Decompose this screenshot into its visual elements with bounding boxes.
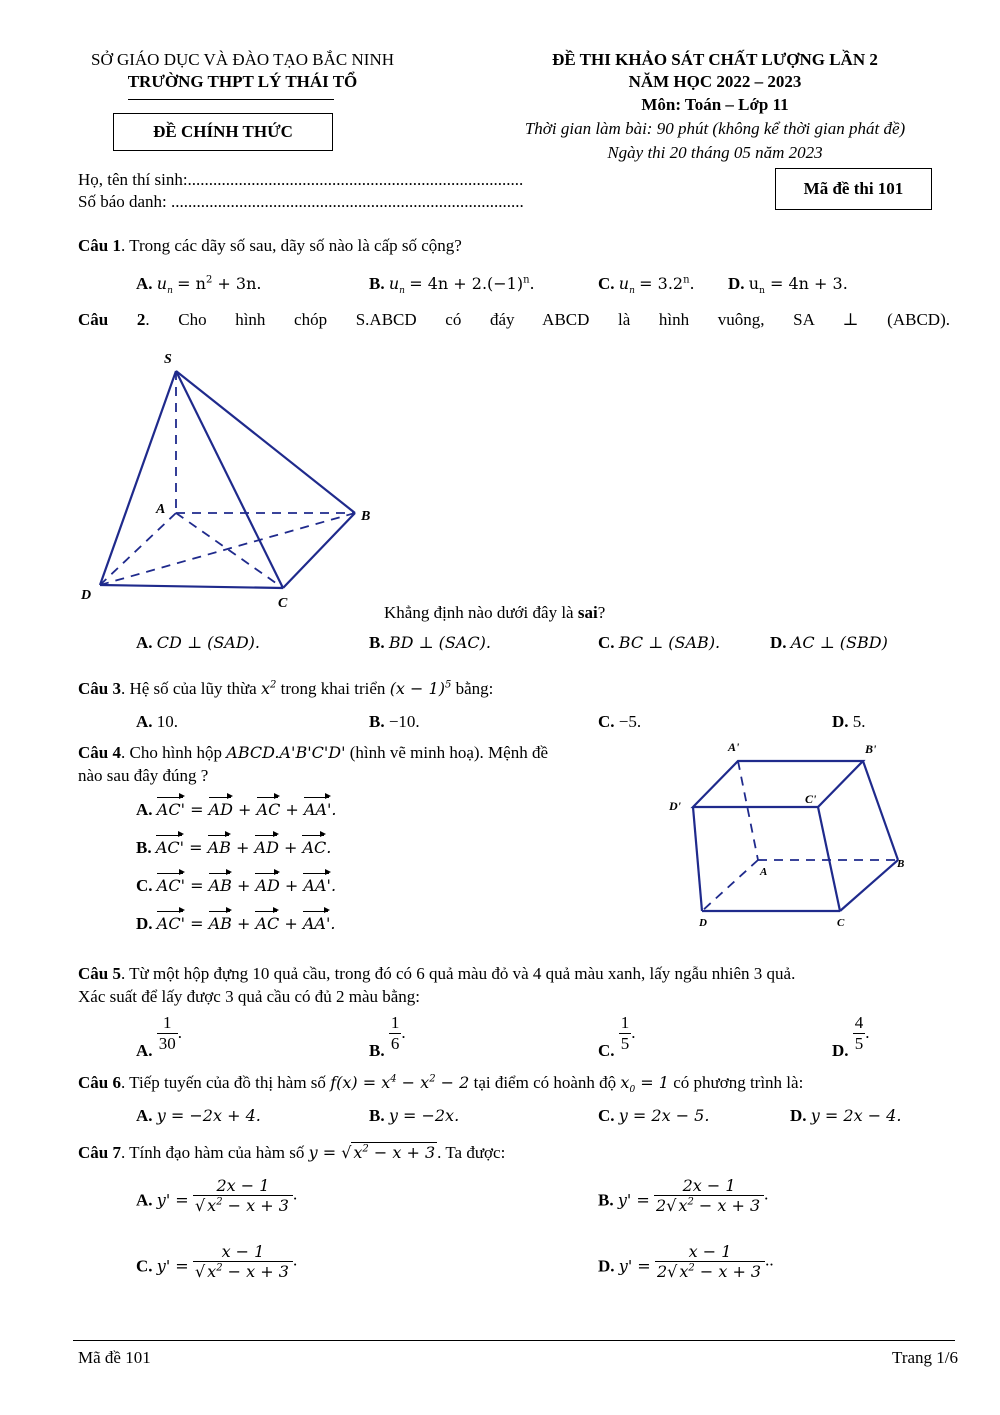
q2-text: . Cho hình chóp S.ABCD có đáy ABCD là hình vuông, SA ⊥ (ABCD). (145, 310, 950, 329)
vertex-a-label-box: A (760, 866, 768, 878)
q5-b-den: 6 (390, 1034, 400, 1054)
vertex-d-label: D (81, 588, 92, 603)
q4-option-a: A. AC' = AD + AC + AA'. (136, 800, 337, 819)
q6-option-b (369, 1106, 459, 1126)
q3-option-d (832, 712, 866, 732)
q1-a-label: A. (136, 274, 153, 293)
q5-b-label: B. (369, 1040, 385, 1060)
q5-option-c: C. $\frac{1}{5}$ . (598, 1013, 636, 1060)
q4-text-pre: . Cho hình hộp (120, 743, 227, 762)
q2-d-text: AC ⊥ (SBD) (790, 633, 888, 652)
q4-d-label: D. (136, 914, 153, 933)
q2-label: Câu 2 (78, 310, 146, 329)
q7-option-d: D. y' = $\frac{x - 1}{2√ x^2 - x + 3}$ .. (598, 1242, 774, 1282)
q7-c-label: C. (136, 1256, 153, 1276)
question-4 (78, 743, 658, 763)
q2-prompt (384, 603, 605, 623)
q1-b-label: B. (369, 274, 385, 293)
vertex-b-label: B (361, 509, 371, 524)
q4-c-label: C. (136, 876, 153, 895)
footer-exam-code: Mã đề 101 (78, 1348, 151, 1367)
footer-page-number: Trang 1/6 (892, 1348, 958, 1367)
q6-text-pre: . Tiếp tuyến của đồ thị hàm số (120, 1073, 331, 1092)
footer-divider (73, 1340, 955, 1341)
q7-option-a: A. y' = $\frac{2x - 1}{√ x^2 - x + 3}$ . (136, 1176, 298, 1216)
question-7: Câu 7. Tính đạo hàm của hàm số y = √ $x^2 - x + 3$ . Ta được: (78, 1143, 506, 1162)
q5-d-label: D. (832, 1040, 849, 1060)
question-5 (78, 964, 795, 984)
vertex-a-label: A (156, 502, 166, 517)
school-name: TRƯỜNG THPT LÝ THÁI TỔ (127, 72, 358, 91)
q5-text-line2: Xác suất để lấy được 3 quả cầu có đủ 2 màu bằng: (78, 987, 421, 1006)
q2-prompt-text: Khẳng định nào dưới đây là (384, 603, 578, 622)
q6-b-text: y = −2x. (388, 1106, 460, 1125)
q7-b-label: B. (598, 1190, 614, 1210)
question-3: Câu 3. Hệ số của lũy thừa $x^2$ trong khai triển $(x - 1)^5$ bằng: (78, 679, 494, 698)
candidate-name-line: Họ, tên thí sinh:............................................................................... (78, 170, 524, 189)
q4-option-b: B. AC' = AB + AD + AC. (136, 838, 332, 857)
q1-label: Câu 1 (78, 236, 121, 255)
q7-a-label: A. (136, 1190, 153, 1210)
q7-option-c: C. y' = $\frac{x - 1}{√ x^2 - x + 3}$ . (136, 1242, 298, 1282)
q6-option-d (790, 1106, 901, 1126)
school-year: NĂM HỌC 2022 – 2023 (628, 72, 802, 91)
q2-b-text: BD ⊥ (SAC). (388, 633, 491, 652)
q3-text-post: bằng: (451, 679, 494, 698)
q2-d-label: D. (770, 633, 787, 652)
q6-d-label: D. (790, 1106, 807, 1125)
pyramid-figure (78, 345, 378, 615)
q6-c-label: C. (598, 1106, 615, 1125)
q7-option-b: B. y' = $\frac{2x - 1}{2√ x^2 - x + 3}$ . (598, 1176, 769, 1216)
question-6: Câu 6. Tiếp tuyến của đồ thị hàm số $f(x) = x^4 - x^2 - 2$ tại điểm có hoành độ $x_0 = 1$ có phương trình là: (78, 1073, 804, 1096)
q5-text: . Từ một hộp đựng 10 quả cầu, trong đó có 6 quả màu đỏ và 4 quả màu xanh, lấy ngẫu nhiên 3 quả. (120, 964, 796, 983)
q6-a-label: A. (136, 1106, 153, 1125)
q5-c-num: 1 (619, 1013, 632, 1034)
subject: Môn: Toán – Lớp 11 (641, 95, 789, 114)
q3-a-text: 10. (156, 712, 179, 731)
q5-option-d: D. $\frac{4}{5}$ . (832, 1013, 870, 1060)
vertex-b1-label: B' (865, 742, 877, 756)
q2-prompt-end: ? (597, 603, 606, 622)
q3-text-pre: . Hệ số của lũy thừa (120, 679, 261, 698)
q2-option-b (369, 633, 491, 653)
exam-code-box: Mã đề thi 101 (775, 168, 932, 210)
q5-label: Câu 5 (78, 964, 121, 983)
vertex-b-label-box: B (897, 858, 905, 870)
vertex-c1-label: C' (805, 792, 817, 806)
q3-text-mid: trong khai triển (276, 679, 390, 698)
q2-c-label: C. (598, 633, 615, 652)
q2-a-label: A. (136, 633, 153, 652)
q3-option-c (598, 712, 641, 732)
q6-a-text: y = −2x + 4. (156, 1106, 261, 1125)
q5-a-den: 30 (158, 1034, 176, 1054)
q4-text-line2: nào sau đây đúng ? (78, 766, 209, 785)
q6-label: Câu 6 (78, 1073, 121, 1092)
vertex-d-label-box: D (699, 917, 707, 929)
q7-text-post: . Ta được: (437, 1143, 506, 1162)
vertex-c-label-box: C (837, 917, 845, 929)
candidate-id-line: Số báo danh: ................................................................................... (78, 192, 524, 211)
q2-b-label: B. (369, 633, 385, 652)
q3-option-b (369, 712, 420, 732)
exam-title: ĐỀ THI KHẢO SÁT CHẤT LƯỢNG LẦN 2 (552, 50, 878, 69)
q2-option-d (770, 633, 888, 653)
q5-b-num: 1 (389, 1013, 402, 1034)
vertex-a1-label: A' (728, 740, 740, 754)
q6-text-mid: tại điểm có hoành độ (469, 1073, 621, 1092)
vertex-d1-label: D' (669, 799, 681, 813)
q6-c-text: y = 2x − 5. (618, 1106, 710, 1125)
q2-c-text: BC ⊥ (SAB). (618, 633, 721, 652)
question-2 (78, 310, 950, 330)
q5-option-a: A. $\frac{1}{30}$ . (136, 1013, 183, 1060)
q4-a-label: A. (136, 800, 153, 819)
q4-text-post: (hình vẽ minh hoạ). Mệnh đề (345, 743, 549, 762)
exam-date: Ngày thi 20 tháng 05 năm 2023 (607, 143, 823, 162)
q1-option-d: D. $u_n = 4n + 3$. (728, 274, 848, 297)
q3-c-text: −5. (618, 712, 642, 731)
q6-option-c (598, 1106, 709, 1126)
q1-option-a: A. $u_n = n^2 + 3n$. (136, 274, 262, 297)
q4-b-label: B. (136, 838, 152, 857)
question-1 (78, 236, 462, 256)
q6-d-text: y = 2x − 4. (810, 1106, 902, 1125)
q2-option-a (136, 633, 260, 653)
q7-label: Câu 7 (78, 1143, 121, 1162)
q2-prompt-bold: sai (577, 603, 598, 622)
q5-option-b: B. $\frac{1}{6}$ . (369, 1013, 406, 1060)
q6-b-label: B. (369, 1106, 385, 1125)
duration: Thời gian làm bài: 90 phút (không kể thời gian phát đề) (524, 119, 906, 138)
q7-text-pre: . Tính đạo hàm của hàm số (120, 1143, 309, 1162)
q5-a-num: 1 (157, 1013, 178, 1034)
q5-d-num: 4 (853, 1013, 866, 1034)
q3-b-label: B. (369, 712, 385, 731)
official-badge: ĐỀ CHÍNH THỨC (113, 113, 333, 151)
q5-c-den: 5 (620, 1034, 630, 1054)
q4-option-c: C. AC' = AB + AD + AA'. (136, 876, 337, 895)
school-underline (128, 99, 334, 100)
q2-option-c (598, 633, 720, 653)
q3-b-text: −10. (388, 712, 420, 731)
q3-d-label: D. (832, 712, 849, 731)
q1-d-label: D. (728, 274, 745, 293)
q5-a-label: A. (136, 1040, 153, 1060)
q4-option-d: D. AC' = AB + AC + AA'. (136, 914, 336, 933)
q3-c-label: C. (598, 712, 615, 731)
q5-c-label: C. (598, 1040, 615, 1060)
q5-d-den: 5 (854, 1034, 864, 1054)
q4-box-name: ABCD.A'B'C'D' (226, 743, 346, 762)
q3-option-a (136, 712, 178, 732)
q3-a-label: A. (136, 712, 153, 731)
q2-a-text: CD ⊥ (SAD). (156, 633, 260, 652)
q1-c-label: C. (598, 274, 615, 293)
q6-option-a (136, 1106, 261, 1126)
parallelepiped-figure (665, 735, 925, 935)
q4-label: Câu 4 (78, 743, 121, 762)
vertex-c-label: C (278, 596, 288, 611)
q3-label: Câu 3 (78, 679, 121, 698)
q1-option-b: B. $u_n = 4n + 2.(-1)^n$. (369, 274, 535, 297)
q1-option-c: C. $u_n = 3.2^n$. (598, 274, 695, 297)
q1-text: . Trong các dãy số sau, dãy số nào là cấp số cộng? (120, 236, 462, 255)
q7-d-label: D. (598, 1256, 615, 1276)
department-name: SỞ GIÁO DỤC VÀ ĐÀO TẠO BẮC NINH (90, 50, 395, 69)
vertex-s-label: S (164, 352, 172, 367)
q3-d-text: 5. (852, 712, 866, 731)
q6-text-post: có phương trình là: (668, 1073, 804, 1092)
